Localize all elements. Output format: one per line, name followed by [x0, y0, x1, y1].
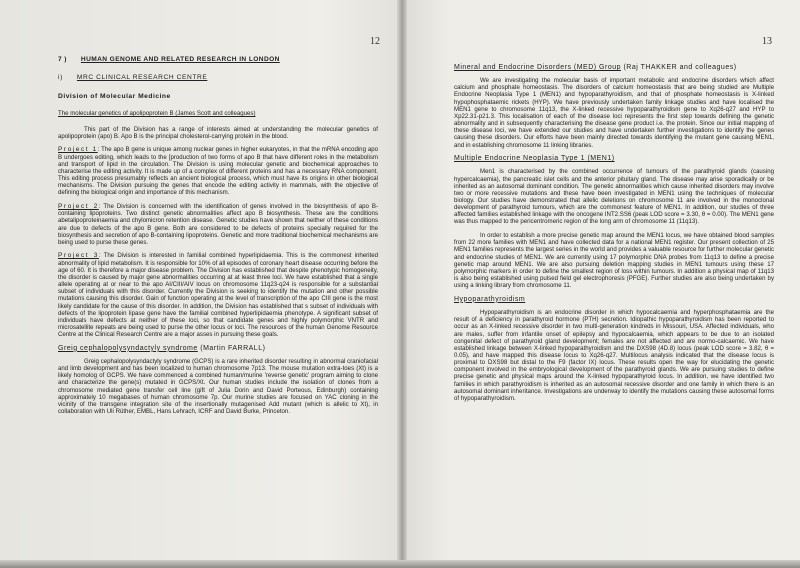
left-page-content: [58, 56, 378, 422]
project2-label: Project 2: [58, 203, 99, 211]
page-number-right: 13: [762, 36, 772, 47]
men1-title: Multiple Endocrine Neoplasia Type 1 (MEN1): [454, 155, 615, 163]
med-title: Mineral and Endocrine Disorders (MED) Group: [454, 64, 621, 71]
med-attribution: (Raj THAKKER and colleagues): [623, 64, 737, 71]
hypo-title: Hypoparathyroidism: [454, 295, 526, 303]
project3-label: Project 3: [58, 252, 99, 260]
project1-text: : The apo B gene is unique among nuclear genes in higher eukaryotes, in that the mRNA encoding apo B undergoes editing, which leads to the [production of two forms of apo B that have different roles in the metabolism and transport of lipid in the circulation. The Division is using molecular genetic and biochemical approaches to characterise the editing activity. It is made up of a complex of different proteins and has a necessary RNA component. This editing process presumably reflects an ancient biological process, which must have its origins in other biological mechanisms. The Division pursuing the genes that encode the editing activity in mammals, with the objective of defining the biological origin and importance of this mechanism.: [58, 146, 378, 197]
hypo-heading: [454, 296, 774, 303]
men1-paragraph-2: In order to establish a more precise genetic map around the MEN1 locus, we have obtained blood samples from 22 more families with MEN1 and have collected data for a national MEN1 register. Our present collection of 25 MEN1 families represents the largest series in the world and provides a valuable resource for further molecular genetic and endocrine studies of MEN1. We are currently using 17 polymorphic DNA probes from 11q13 to define a precise genetic map around MEN1. We are also pursuing deletion mapping studies in MEN1 tumours using these 17 polymorphic markers in order to define the smallest region of loss within tumours. In addition a physical map of 11q13 is also being established using pulsed field gel electrophoresis (PFGE). Further studies are also being undertaken by using a linking library from chromosome 11.: [454, 232, 774, 290]
men1-heading: [454, 155, 774, 162]
intro-paragraph: This part of the Division has a range of interests aimed at understanding the molecular genetics of apolipoprotein (apo) B. Apo B is the principal cholesterol-carrying protein in the blood.: [58, 125, 378, 140]
project3-paragraph: [58, 252, 378, 338]
med-paragraph: We are investigating the molecular basis of important metabolic and endocrine disorders which affect calcium and phosphate homeostasis. The disorders of calcium homeostasis that are being studied are Multiple Endocrine Neoplasia Type 1 (MEN1) and hypoparathyroidism, and that of phosphate homeostasis is X-linked hypophosphataemic rickets (HYP). We have previously undertaken family linkage studies and have localised the MEN1 gene to chromosome 11q13, the X-linked recessive hypoparathyroidism gene to Xq26-q27 and HYP to Xp22.31-p21.3. This localisation of each of the disease loci represents the first step towards defining the genetic abnormality and in subsequently characterising the disease gene product i.e. the protein. Since our initial mapping of these disease loci, we have extended our studies and have undertaken further investigations to identify the genes causing these disorders. Our efforts have been mainly directed towards identifying the mutant gene causing MEN1, and in establishing chromosome 11 linking libraries.: [454, 77, 774, 149]
hypo-paragraph: Hypoparathyroidism is an endocrine disorder in which hypocalcaemia and hyperphosphataemia are the result of a deficiency in parathyroid hormone (PTH) secretion. Idiopathic hypoparathyroidism has been reported to occur as an X-linked recessive disorder in two multi-generation kindreds in Missouri, USA. Affected individuals, who are males, suffer from infantile onset of epilepsy and hypocalcaemia, which appears to be due to an isolated congenital defect of parathyroid gland development; females are not affected and are normo-calcaemic. We have established linkage between X-linked hypoparathyroidism and the DXS98 (4D.8) locus (peak LOD score = 3.82, θ = 0.05), and have mapped this disease locus to Xq26-q27. Multilocus analysis indicated that the disease locus is proximal to DXS98 but distal to the F9 (factor IX) locus. These results open the way for elucidating the genetic component involved in the embryological development of the parathyroid glands. We are pursuing studies to define precise genetic and physical maps around the X-linked hypoparathyroid locus. In addition, we have identified two families in which parathyroidism is inherited as an autosomal recessive disorder and one family in which there is an autosomal dominant inheritance. Investigations are underway to identify the mutations causing these autosomal forms of hypoparathyroidism.: [454, 309, 774, 402]
right-page-content: [454, 64, 774, 409]
men1-paragraph-1: Men1 is characterised by the combined occurrence of tumours of the parathyroid glands (causing hypercalcaemia), the pancreatic islet cells and the anterior pituitary gland. The disease may arise sporadically or be inherited as an autosomal dominant condition. The genetic abnormalities which cause inherited disorders may involve two or more recessive mutations and these have been investigated in MEN1 using the techniques of molecular biology. Our studies have demonstrated that allelic deletions on chromosome 11 are involved in the monoclonal development of parathyroid tumours, which are the commonest feature of MEN1. In addition, our studies of three affected families established linkage with the oncogene INT2.SS6 (peak LOD score = 3.30, θ = 0.00). The MEN1 gene was thus mapped to the pericentromeric region of the long arm of chromosome 11 (11q13).: [454, 168, 774, 226]
greig-paragraph: Greig cephalopolysyndactyly syndrome (GCPS) is a rare inherited disorder resulting in abnormal craniofacial and limb development and has been localized to human chromosome 7p13. The mouse mutation extra-toes (Xt) is a likely homolog of GCPS. We have commenced a combined human/murine 'reverse genetic' program aiming to clone and characterize the gene(s) mutated in GCPS/Xt. Our human studies include the isolation of clones from a chromosome mediated gene transfer cell line (gift of Julia Dorin and David Porteous, Edinburgh) containing approximately 10 megabases of human chromosome 7p. Our murine studies are focused on YAC cloning in the vicinity of the transgene integration site of the insertionally mutagenised Add mutant (which is allelic to Xt), in collaboration with Uli Rüther, EMBL, Hans Lehrach, ICRF and David Burke, Princeton.: [58, 358, 378, 416]
section-number: 7 ): [58, 56, 67, 63]
project1-label: Project 1: [58, 146, 98, 154]
page-number-left: 12: [370, 36, 380, 47]
page-bottom-edge: [0, 560, 800, 568]
division-title: Division of Molecular Medicine: [58, 93, 171, 101]
project3-text: : The Division is interested in familial combined hyperlipidaemia. This is the commonest inherited abnormality of lipid metabolism. It is responsible for 10% of all episodes of coronary heart disease occurring before the age of 60. It is therefore a major disease problem. The Division has established that despite phenotypic homogeneity, the disorder is caused by major gene abnormalities occurring at at least three loci. We have established that a single allele operating at or near to the apo AI/CIII/AIV locus on chromosome 11q23-q24 is responsible for a substantial subset of individuals with this disorder. Currently the Division is seeking to identify the mutation and other possible mutations causing this disorder. Gain of function operating at the level of transcription of the apo CIII gene is the most likely candidate for the cause of this disorder. In addition, the Division has established that s subset of individuals with defects of the lipoprotein lipase gene have the familial combined hyperlipidaemia phenotype. A significant subset of individuals have defects at neither of these loci, so that candidate genes and highly polymorphic VNTR and microsatellite repeats are being used to purse the other locus or loci. The resources of the human Genome Resource Centre at the Clinical Research Centre are a major asses in pursuing these goals.: [58, 252, 378, 339]
project1-paragraph: [58, 146, 378, 196]
topic-title: The molecular genetics of apolipoprotein B (James Scott and colleagues): [58, 110, 256, 118]
med-heading: [454, 64, 774, 71]
section-title: HUMAN GENOME AND RELATED RESEARCH IN LONDON: [80, 56, 280, 63]
right-page: [402, 0, 800, 568]
greig-heading: [58, 345, 378, 352]
section-heading: [58, 56, 378, 63]
project2-text: : The Division is concerned with the identification of genes involved in the biosynthesis of apo B-containing lipoproteins. Two distinct genetic abnormalities affect apo B biosynthesis. These are the conditions abetalipoproteinaemia and chylomicron retention disease. Genetic studies have shown that neither of these conditions are due to defects of the apo B gene. Both are considered to be defects of proteins specially required for the biosynthesis and secretion of apo B-containing lipoproteins. Genetic and more traditional biochemical mechanisms are being used to purse these genes.: [58, 203, 378, 246]
subsection-heading: [58, 74, 378, 81]
greig-title: Greig cephalopolysyndactyly syndrome: [58, 344, 198, 352]
book-gutter: [397, 0, 407, 568]
subsection-number: i): [58, 74, 63, 82]
project2-paragraph: [58, 203, 378, 246]
subsection-title: MRC CLINICAL RESEARCH CENTRE: [76, 74, 208, 82]
greig-attribution: (Martin FARRALL): [200, 344, 266, 352]
